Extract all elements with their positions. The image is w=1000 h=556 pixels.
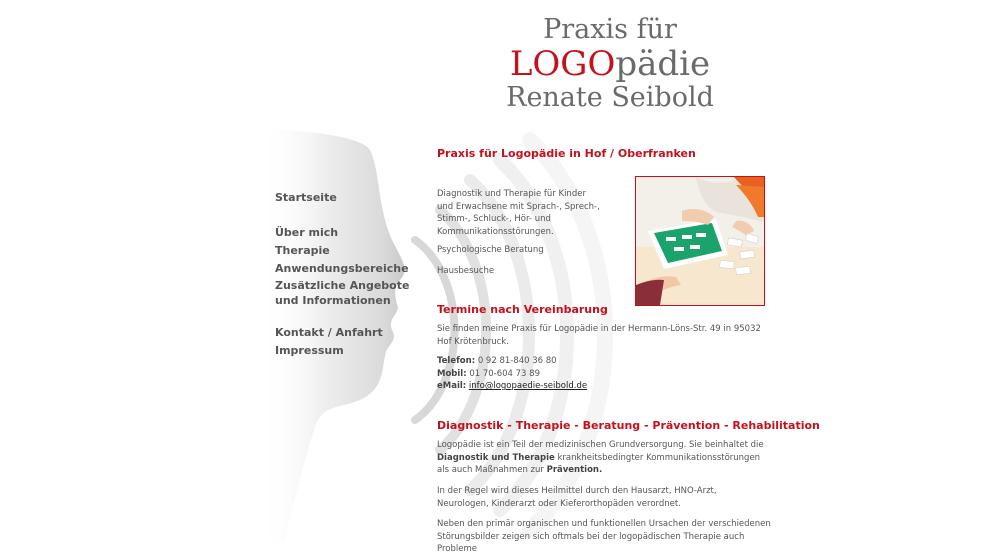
mobile-row	[437, 368, 540, 381]
phone-label: Telefon:	[437, 356, 476, 366]
address-text: Sie finden meine Praxis für Logopädie in der Hermann-Löns-Str. 49 in 95032 Hof Krötenbruck.	[437, 324, 761, 347]
phone-row	[437, 355, 557, 368]
nav-item-startseite[interactable]: Startseite	[275, 191, 337, 204]
nav-item-anwendungsbereiche[interactable]: Anwendungsbereiche	[275, 262, 409, 275]
para-verordnung: In der Regel wird dieses Heilmittel durch den Hausarzt, HNO-Arzt, Neurologen, Kinderarzt oder Kieferorthopäden verordnet.	[437, 486, 717, 509]
email-link[interactable]: info@logopaedie-seibold.de	[468, 381, 588, 391]
phone-number: 0 92 81-840 36 80	[477, 356, 557, 366]
para-ursachen: Neben den primär organischen und funktionellen Ursachen der verschiedenen Störungsbilder zeigen sich oftmals bei der logopädischen Therapie auch Probleme	[437, 519, 771, 554]
nav-item-ueber-mich[interactable]: Über mich	[275, 226, 339, 239]
nav-item-zusaetzliche-angebote[interactable]: Zusätzliche Angebote und Informationen	[275, 279, 410, 307]
email-row	[437, 380, 587, 393]
para1-text-d: als auch Maßnahmen zur	[437, 465, 544, 475]
psych-text: Psychologische Beratung	[437, 245, 544, 255]
therapy-photo-illustration	[636, 177, 764, 305]
heading-diagnostik: Diagnostik - Therapie - Beratung - Prävention - Rehabilitation	[437, 419, 820, 432]
nav-item-therapie[interactable]: Therapie	[275, 244, 330, 257]
logo-paedie-word: pädie	[615, 44, 711, 84]
hausbesuche-text: Hausbesuche	[437, 266, 495, 276]
email-label: eMail:	[437, 381, 467, 391]
nav-item-kontakt[interactable]: Kontakt / Anfahrt	[275, 326, 383, 339]
nav-item-impressum[interactable]: Impressum	[275, 344, 344, 357]
heading-praxis: Praxis für Logopädie in Hof / Oberfranken	[437, 147, 696, 160]
logo-logo-word: LOGO	[509, 44, 616, 84]
intro-text: Diagnostik und Therapie für Kinder und Erwachsene mit Sprach-, Sprech-, Stimm-, Schluck-, Hör- und Kommunikationsstörungen.	[437, 189, 600, 237]
para1-text-a: Logopädie ist ein Teil der medizinischen Grundversorgung. Sie beinhaltet die	[437, 440, 764, 450]
logo-line-2	[480, 46, 740, 82]
para-logopaedie	[437, 439, 797, 477]
site-logo	[480, 14, 740, 114]
para1-bold-diagnostik: Diagnostik und Therapie	[437, 452, 555, 463]
mobile-number: 01 70-604 73 89	[469, 369, 540, 379]
therapy-photo	[635, 176, 765, 306]
para1-bold-praevention: Prävention.	[546, 465, 603, 475]
para1-text-c: krankheitsbedingter Kommunikationsstörungen	[557, 452, 761, 463]
mobile-label: Mobil:	[437, 369, 467, 379]
heading-termine: Termine nach Vereinbarung	[437, 303, 608, 316]
logo-line-1: Praxis für	[543, 14, 677, 45]
logo-line-3: Renate Seibold	[506, 82, 714, 113]
